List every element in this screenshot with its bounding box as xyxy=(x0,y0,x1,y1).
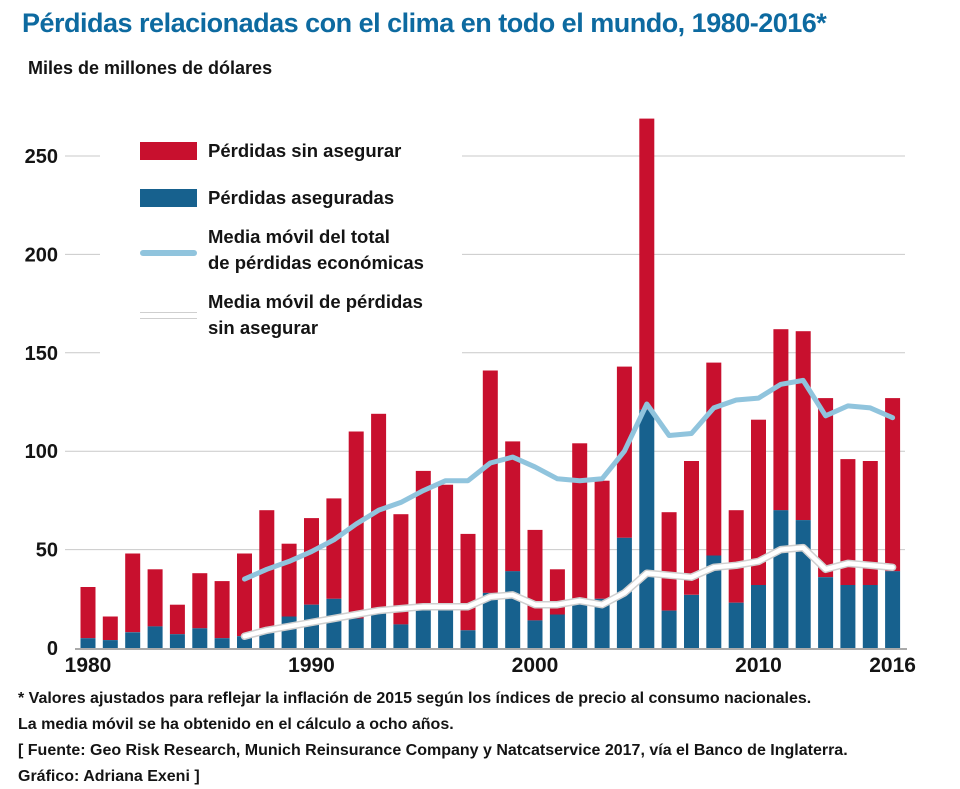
bar-insured-1982 xyxy=(125,632,140,648)
bar-uninsured-2009 xyxy=(729,510,744,603)
y-tick-label-50: 50 xyxy=(35,539,58,562)
y-tick-label-0: 0 xyxy=(46,638,58,660)
bar-insured-2016 xyxy=(885,571,900,648)
bar-uninsured-1997 xyxy=(461,534,476,630)
bar-uninsured-2012 xyxy=(796,331,811,520)
bar-uninsured-1986 xyxy=(215,581,230,638)
bar-insured-1985 xyxy=(192,628,207,648)
bar-insured-2006 xyxy=(662,611,677,648)
bar-insured-1983 xyxy=(148,626,163,648)
footnote-line-1: * Valores ajustados para reflejar la inflación de 2015 según los índices de precio al consumo nacionales. xyxy=(18,690,812,707)
bar-insured-2011 xyxy=(773,510,788,648)
bar-insured-2013 xyxy=(818,577,833,648)
legend-label-insured: Pérdidas aseguradas xyxy=(208,187,395,208)
bar-insured-1984 xyxy=(170,634,185,648)
bar-insured-1993 xyxy=(371,613,386,648)
footnote-line-3: [ Fuente: Geo Risk Research, Munich Reinsurance Company y Natcatservice 2017, vía el Banco de Inglaterra. xyxy=(18,742,848,759)
footnote-line-2: La media móvil se ha obtenido en el cálculo a ocho años. xyxy=(18,716,454,733)
legend-label-total-moving-average xyxy=(208,224,424,276)
bar-uninsured-1990 xyxy=(304,518,319,605)
bar-insured-2002 xyxy=(572,601,587,648)
legend-label-uninsured-ma-line2: sin asegurar xyxy=(208,317,319,338)
legend-swatch-total-moving-average xyxy=(140,250,197,256)
legend-label-total-ma-line2: de pérdidas económicas xyxy=(208,252,424,273)
bar-uninsured-1996 xyxy=(438,485,453,607)
y-tick-label-150: 150 xyxy=(24,342,58,365)
bar-insured-2009 xyxy=(729,603,744,648)
x-tick-label-2016: 2016 xyxy=(869,654,916,677)
bar-uninsured-2008 xyxy=(706,363,721,556)
bar-insured-2010 xyxy=(751,585,766,648)
bar-insured-1991 xyxy=(326,599,341,648)
bar-insured-1986 xyxy=(215,638,230,648)
bar-insured-2015 xyxy=(863,585,878,648)
x-tick-label-2010: 2010 xyxy=(735,654,782,677)
bar-insured-2005 xyxy=(639,410,654,648)
y-tick-label-250: 250 xyxy=(24,146,58,168)
bar-uninsured-1982 xyxy=(125,554,140,633)
bar-insured-1997 xyxy=(461,630,476,648)
bar-uninsured-1984 xyxy=(170,605,185,635)
y-axis-unit-label: Miles de millones de dólares xyxy=(28,58,273,78)
x-tick-label-1990: 1990 xyxy=(288,654,335,677)
legend-swatch-insured xyxy=(140,189,197,207)
uninsured-moving-average-line-outline xyxy=(245,548,893,637)
bar-insured-1996 xyxy=(438,607,453,648)
bar-uninsured-1989 xyxy=(282,544,297,617)
legend xyxy=(100,112,462,355)
legend-label-uninsured-ma-line1: Media móvil de pérdidas xyxy=(208,291,423,312)
legend-swatch-uninsured-moving-average xyxy=(140,312,197,319)
bar-insured-1989 xyxy=(282,617,297,649)
bar-uninsured-2003 xyxy=(595,481,610,599)
bar-uninsured-1998 xyxy=(483,371,498,593)
legend-label-total-ma-line1: Media móvil del total xyxy=(208,226,390,247)
x-tick-label-2000: 2000 xyxy=(511,654,559,677)
footnotes xyxy=(18,686,948,789)
bar-uninsured-1981 xyxy=(103,617,118,641)
bar-insured-2001 xyxy=(550,615,565,649)
bar-uninsured-2005 xyxy=(639,119,654,410)
bar-uninsured-2006 xyxy=(662,512,677,610)
bar-insured-1981 xyxy=(103,640,118,648)
bar-uninsured-1991 xyxy=(326,498,341,598)
bar-insured-1994 xyxy=(393,624,408,648)
bar-insured-2012 xyxy=(796,520,811,648)
bar-insured-1999 xyxy=(505,571,520,648)
bar-uninsured-1987 xyxy=(237,554,252,637)
legend-swatch-uninsured xyxy=(140,142,197,160)
bar-insured-1995 xyxy=(416,609,431,648)
y-tick-label-100: 100 xyxy=(24,441,58,464)
bar-uninsured-2016 xyxy=(885,398,900,571)
uninsured-moving-average-line xyxy=(245,548,893,637)
bar-insured-2014 xyxy=(840,585,855,648)
bar-insured-2007 xyxy=(684,595,699,648)
legend-label-uninsured-moving-average xyxy=(208,289,423,341)
bar-uninsured-2002 xyxy=(572,443,587,600)
legend-label-uninsured: Pérdidas sin asegurar xyxy=(208,140,402,161)
y-tick-label-200: 200 xyxy=(24,244,58,267)
footnote-line-4: Gráfico: Adriana Exeni ] xyxy=(18,768,200,785)
bar-uninsured-1980 xyxy=(81,587,96,638)
bar-uninsured-1985 xyxy=(192,573,207,628)
chart-title: Pérdidas relacionadas con el clima en todo el mundo, 1980-2016* xyxy=(22,8,827,38)
bar-insured-1992 xyxy=(349,619,364,649)
bar-insured-2000 xyxy=(528,620,543,648)
bar-uninsured-1983 xyxy=(148,569,163,626)
bar-insured-1980 xyxy=(81,638,96,648)
x-tick-label-1980: 1980 xyxy=(64,654,112,677)
bar-uninsured-2011 xyxy=(773,329,788,510)
bar-uninsured-2013 xyxy=(818,398,833,577)
